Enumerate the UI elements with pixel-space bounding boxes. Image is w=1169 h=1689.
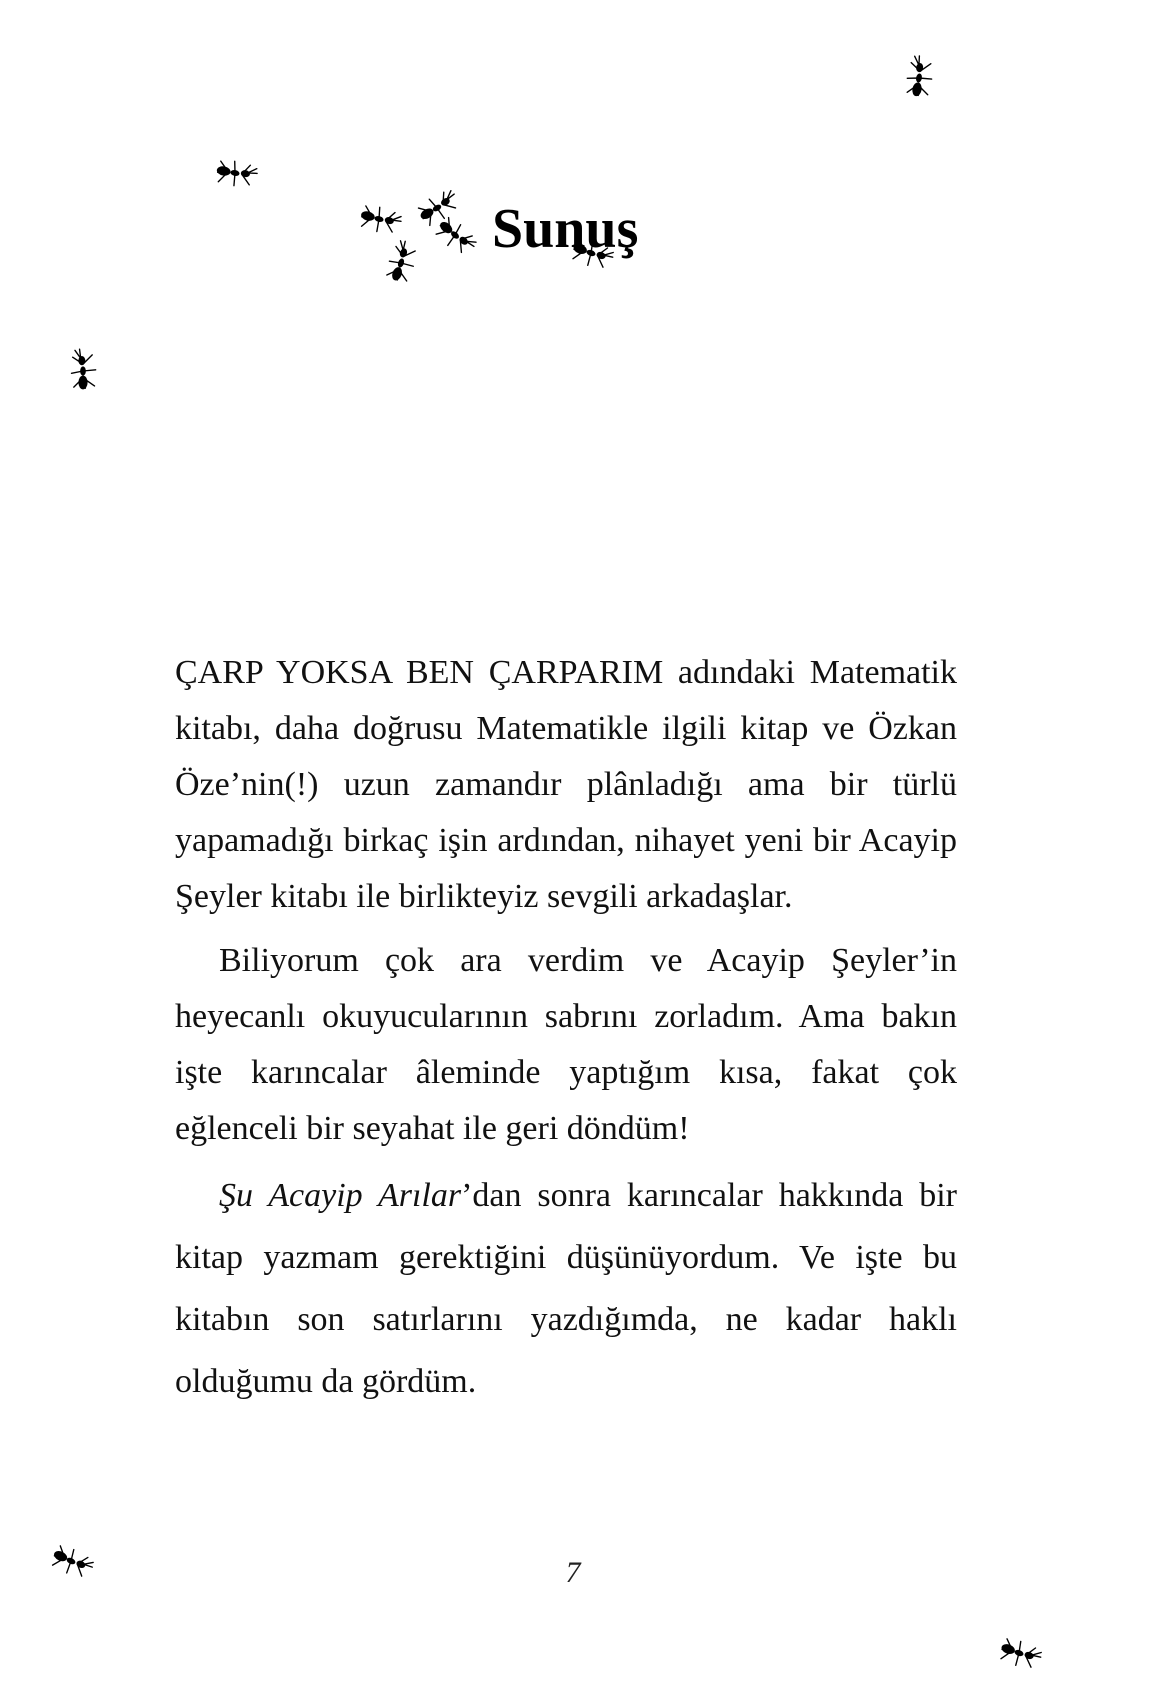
ant-icon [208,146,261,199]
page-title: Sunuş [492,198,639,260]
paragraph: ÇARP YOKSA BEN ÇARPARIM adındaki Matematik kitabı, daha doğrusu Matematikle ilgili kitap ve Özkan Öze’nin(!) uzun zamandır plânladığı ama bir türlü yapamadığı birkaç işin ardından, nihayet yeni bir Acayip Şeyler kitabı ile birlikteyiz sevgili arkadaşlar. [175,654,957,915]
body-text [175,645,957,1413]
paragraph-text: ’dan sonra karıncalar hakkında bir kitap yazmam gerektiğini düşünüyordum. Ve işte bu kitabın son satırlarını yazdığımda, ne kadar haklı olduğumu da gördüm. [175,1177,957,1400]
ant-icon [892,51,945,104]
ant-icon [60,348,106,394]
book-title-italic: Şu Acayip Arılar [219,1177,462,1214]
paragraph [175,1165,957,1413]
ant-icon [40,1530,101,1591]
ant-icon [990,1624,1049,1683]
paragraph: Biliyorum çok ara verdim ve Acayip Şeyler’in heyecanlı okuyucularının sabrını zorladım. Ama bakın işte karıncalar âleminde yaptığım kısa, fakat çok eğlenceli bir seyahat ile geri döndüm! [175,942,957,1147]
page-number: 7 [565,1556,581,1589]
